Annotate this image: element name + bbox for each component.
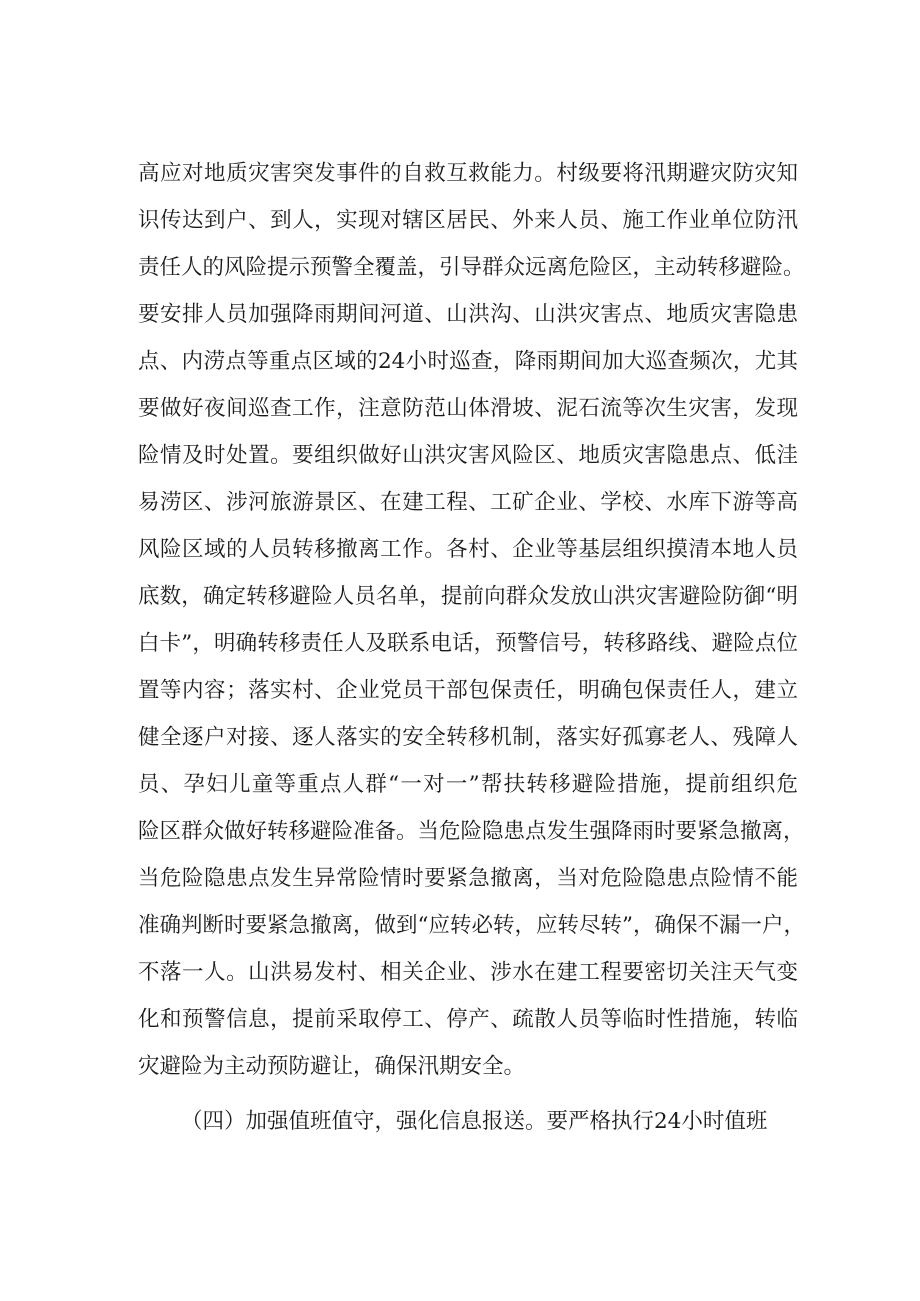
text-line: 员、孕妇儿童等重点人群“一对一”帮扶转移避险措施，提前组织危 — [138, 772, 798, 797]
text-line: 底数，确定转移避险人员名单，提前向群众发放山洪灾害避险防御“明 — [138, 584, 798, 609]
text-line: 不落一人。山洪易发村、相关企业、涉水在建工程要密切关注天气变 — [138, 960, 798, 985]
text-line: 识传达到户、到人，实现对辖区居民、外来人员、施工作业单位防汛 — [138, 208, 798, 233]
text-line: 准确判断时要紧急撤离，做到“应转必转，应转尽转”，确保不漏一户， — [138, 913, 805, 938]
paragraph — [138, 150, 805, 1090]
section-heading-line: （四）加强值班值守，强化信息报送。要严格执行24小时值班 — [181, 1109, 768, 1134]
text-line: 要做好夜间巡查工作，注意防范山体滑坡、泥石流等次生灾害，发现 — [138, 396, 798, 421]
text-line: 风险区域的人员转移撤离工作。各村、企业等基层组织摸清本地人员 — [138, 537, 798, 562]
text-line: 灾避险为主动预防避让，确保汛期安全。 — [138, 1054, 526, 1079]
paragraph-gap — [138, 1090, 798, 1098]
text-line: 置等内容；落实村、企业党员干部包保责任，明确包保责任人，建立 — [138, 678, 798, 703]
text-line: 化和预警信息，提前采取停工、停产、疏散人员等临时性措施，转临 — [138, 1007, 798, 1032]
text-line: 当危险隐患点发生异常险情时要紧急撤离，当对危险隐患点险情不能 — [138, 866, 798, 891]
paragraph — [138, 1098, 798, 1145]
text-line: 险区群众做好转移避险准备。当危险隐患点发生强降雨时要紧急撤离， — [138, 819, 805, 844]
text-line: 责任人的风险提示预警全覆盖，引导群众远离危险区，主动转移避险。 — [138, 255, 805, 280]
document-body — [138, 150, 805, 1145]
text-line: 险情及时处置。要组织做好山洪灾害风险区、地质灾害隐患点、低洼 — [138, 443, 798, 468]
text-line: 白卡”，明确转移责任人及联系电话，预警信号，转移路线、避险点位 — [138, 631, 798, 656]
text-line: 要安排人员加强降雨期间河道、山洪沟、山洪灾害点、地质灾害隐患 — [138, 302, 798, 327]
text-line: 高应对地质灾害突发事件的自救互救能力。村级要将汛期避灾防灾知 — [138, 161, 798, 186]
text-line: 易涝区、涉河旅游景区、在建工程、工矿企业、学校、水库下游等高 — [138, 490, 798, 515]
text-line: 点、内涝点等重点区域的24小时巡查，降雨期间加大巡查频次，尤其 — [138, 349, 798, 374]
text-line: 健全逐户对接、逐人落实的安全转移机制，落实好孤寡老人、残障人 — [138, 725, 798, 750]
